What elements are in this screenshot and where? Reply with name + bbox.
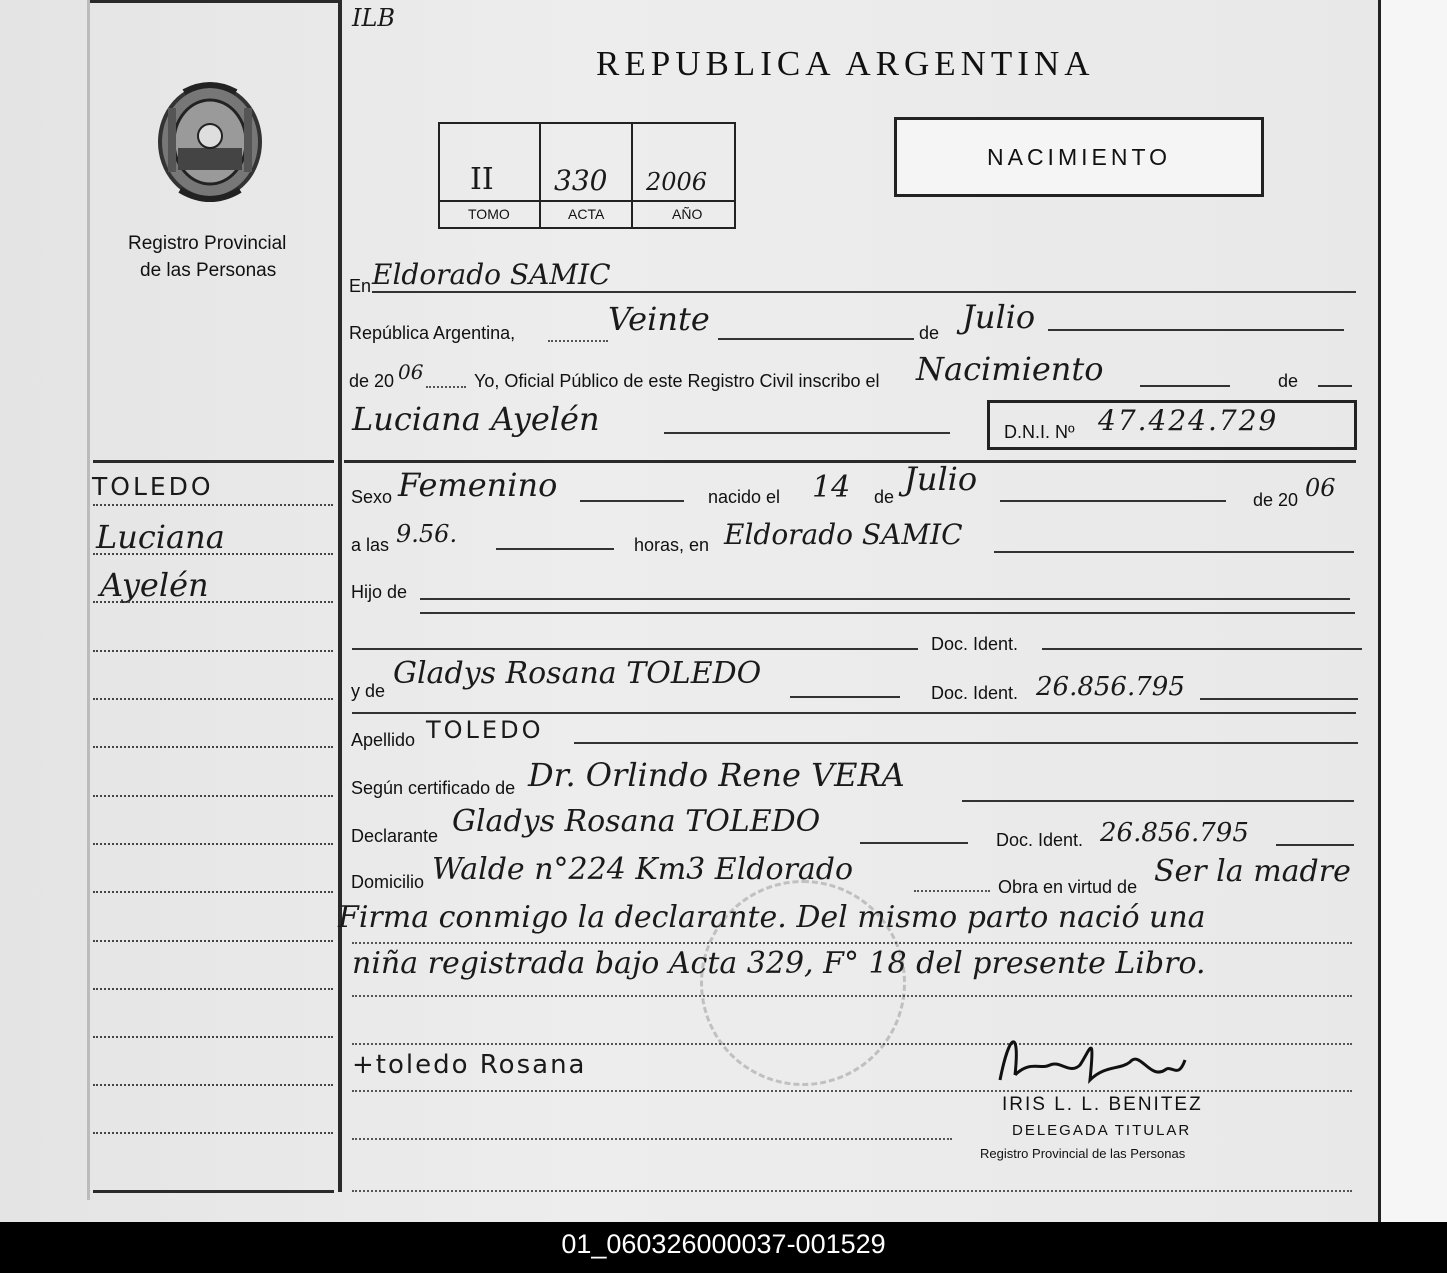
- row-separator: [352, 712, 1356, 714]
- domicilio-dots: [914, 890, 990, 892]
- horas-label: horas, en: [634, 535, 710, 555]
- obra-value: Ser la madre: [1154, 854, 1351, 889]
- margin-bottom-rule: [93, 1190, 334, 1193]
- act-number-table: [438, 122, 736, 229]
- sexo-line: [580, 500, 684, 502]
- lugar-line: [994, 551, 1354, 553]
- official-stamp-icon: [700, 880, 906, 1086]
- certificado-value: Dr. Orlindo Rene VERA: [528, 756, 905, 794]
- madre-doc: 26.856.795: [1036, 672, 1185, 702]
- alas-label: a las: [351, 535, 390, 555]
- de-label-3: de: [874, 487, 895, 507]
- year-value: 06: [398, 360, 424, 384]
- child-name-value: Luciana Ayelén: [352, 400, 600, 438]
- document-code: 01_060326000037-001529: [0, 1222, 1447, 1273]
- oficial-label: Yo, Oficial Público de este Registro Civil inscribo el: [474, 371, 880, 391]
- anio-label: AÑO: [672, 206, 703, 222]
- declarante-line: [860, 842, 968, 844]
- yde-label: y de: [351, 681, 386, 701]
- lugar-value: Eldorado SAMIC: [724, 518, 963, 551]
- month-line: [1048, 329, 1344, 331]
- official-org: Registro Provincial de las Personas: [980, 1146, 1186, 1161]
- domicilio-value: Walde n°224 Km3 Eldorado: [432, 852, 854, 887]
- margin-dotline: [93, 553, 333, 555]
- margin-dotline: [93, 988, 333, 990]
- sexo-label: Sexo: [351, 487, 393, 507]
- nacido-month: Julio: [904, 460, 978, 498]
- declarante-label: Declarante: [351, 826, 439, 846]
- tomo-value: II: [470, 162, 494, 197]
- doc-ident-label-padre: Doc. Ident.: [931, 634, 1019, 654]
- apellido-label: Apellido: [351, 730, 416, 750]
- margin-given-name-1: Luciana: [96, 518, 225, 556]
- margin-dotline: [93, 1036, 333, 1038]
- month-value: Julio: [962, 298, 1036, 336]
- margin-dotline: [93, 601, 333, 603]
- margin-dotline: [93, 698, 333, 700]
- registry-name-line1: Registro Provincial: [128, 233, 287, 254]
- day-value: Veinte: [608, 300, 710, 338]
- padre-doc-line: [1042, 648, 1362, 650]
- madre-line: [790, 696, 900, 698]
- margin-dotline: [93, 891, 333, 893]
- republica-label: República Argentina,: [349, 323, 516, 343]
- margin-dotline: [93, 504, 333, 506]
- certificado-label: Según certificado de: [351, 778, 516, 798]
- dni-label: D.N.I. Nº: [1004, 422, 1075, 442]
- en-label: En: [349, 276, 372, 296]
- hora-value: 9.56.: [396, 520, 458, 548]
- anio-value: 2006: [646, 168, 708, 196]
- country-title: REPUBLICA ARGENTINA: [596, 44, 1095, 83]
- signature-dots: [352, 1090, 1352, 1092]
- doc-ident-label-declarante: Doc. Ident.: [996, 830, 1084, 850]
- certificado-line: [962, 800, 1354, 802]
- margin-dotline: [93, 1132, 333, 1134]
- hijo-line-2: [420, 612, 1355, 614]
- provincial-seal-icon: [150, 78, 270, 213]
- day-line: [718, 338, 914, 340]
- inscribe-line: [1140, 385, 1230, 387]
- declarante-doc: 26.856.795: [1100, 818, 1249, 848]
- hora-line: [496, 548, 614, 550]
- doc-ident-label-madre: Doc. Ident.: [931, 683, 1019, 703]
- margin-dotline: [93, 795, 333, 797]
- margin-dotline: [93, 1084, 333, 1086]
- nacido-month-line: [1000, 500, 1226, 502]
- tomo-label: TOMO: [468, 206, 510, 222]
- top-left-rule: [90, 0, 338, 3]
- archive-tag: ILB: [352, 4, 396, 32]
- official-name: IRIS L. L. BENITEZ: [1002, 1094, 1203, 1115]
- nacido-label: nacido el: [708, 487, 781, 507]
- year-prefix-2: de 20: [1253, 490, 1299, 510]
- de-label: de: [919, 323, 940, 343]
- column-divider: [338, 0, 342, 1192]
- republica-dots: [548, 340, 608, 342]
- declarante-value: Gladys Rosana TOLEDO: [452, 804, 821, 839]
- domicilio-label: Domicilio: [351, 872, 425, 892]
- margin-dotline: [93, 843, 333, 845]
- declarante-signature: +toledo Rosana: [352, 1050, 587, 1080]
- madre-doc-line: [1200, 698, 1358, 700]
- apellido-value: TOLEDO: [426, 716, 544, 744]
- declarante-doc-line: [1276, 844, 1354, 846]
- hijo-label: Hijo de: [351, 582, 408, 602]
- de-line-2: [1318, 385, 1352, 387]
- footer-dots-1: [352, 1138, 952, 1140]
- registry-name-line2: de las Personas: [140, 260, 277, 281]
- inscribe-value: Nacimiento: [916, 350, 1104, 388]
- section-rule: [344, 460, 1356, 463]
- acta-label: ACTA: [568, 206, 605, 222]
- margin-dotline: [93, 650, 333, 652]
- left-border: [87, 0, 90, 1200]
- padre-line: [352, 648, 918, 650]
- note-line-1: Firma conmigo la declarante. Del mismo parto nació una: [338, 900, 1206, 935]
- en-line: [372, 291, 1356, 293]
- note-line-2: niña registrada bajo Acta 329, F° 18 del presente Libro.: [352, 946, 1206, 981]
- obra-label: Obra en virtud de: [998, 877, 1138, 897]
- right-margin-strip: [1378, 0, 1447, 1222]
- year-prefix: de 20: [349, 371, 395, 391]
- margin-dotline: [93, 940, 333, 942]
- madre-value: Gladys Rosana TOLEDO: [393, 656, 762, 691]
- dni-value: 47.424.729: [1098, 404, 1279, 437]
- year-dots: [426, 386, 466, 388]
- nacido-year: 06: [1305, 474, 1336, 502]
- hijo-line: [420, 598, 1350, 600]
- margin-dotline: [93, 746, 333, 748]
- act-type-box: [894, 117, 1264, 197]
- official-signature-icon: [990, 1020, 1190, 1090]
- margin-top-rule: [93, 460, 334, 463]
- margin-surname: TOLEDO: [92, 472, 214, 501]
- margin-given-name-2: Ayelén: [100, 566, 209, 604]
- acta-value: 330: [554, 164, 608, 197]
- footer-dots-2: [352, 1190, 1352, 1192]
- apellido-line: [574, 742, 1358, 744]
- de-label-2: de: [1278, 371, 1299, 391]
- en-value: Eldorado SAMIC: [372, 258, 611, 291]
- nacido-day: 14: [812, 470, 851, 505]
- child-name-line: [664, 432, 950, 434]
- act-type-label: NACIMIENTO: [987, 144, 1171, 170]
- sexo-value: Femenino: [398, 466, 558, 504]
- official-title: DELEGADA TITULAR: [1012, 1122, 1192, 1139]
